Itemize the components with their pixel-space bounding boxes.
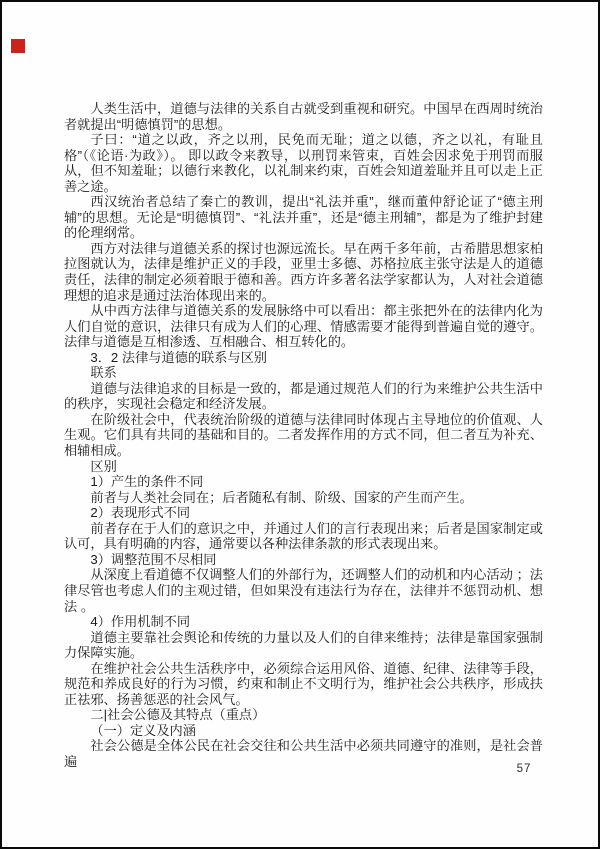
- paragraph: 联系: [90, 365, 117, 381]
- paragraph: 1）产生的条件不同: [90, 474, 204, 490]
- paragraph: 子曰：“道之以政，齐之以刑，民免而无耻；道之以德，齐之以礼，有耻且格”（《论语·为政》）。 即以政令来教导，以刑罚来管束，百姓会因求免于刑罚而服从，但不知羞耻；以德行来教化，以礼制来约束，百姓会知道羞耻并且可以走上正善之途。: [64, 132, 543, 194]
- document-text-block: [64, 101, 543, 770]
- paragraph: 西汉统治者总结了秦亡的教训，提出“礼法并重”，继而董仲舒论证了“德主刑辅”的思想。无论是“明德慎罚”、“礼法并重”，还是“德主刑辅”，都是为了维护封建的伦理纲常。: [64, 194, 543, 241]
- paragraph: 从中西方法律与道德关系的发展脉络中可以看出：都主张把外在的法律内化为人们自觉的意识，法律只有成为人们的心理、情感需要才能得到普遍自觉的遵守。法律与道德是互相渗透、互相融合、相互转化的。: [64, 303, 543, 350]
- paragraph: 西方对法律与道德关系的探讨也源远流长。早在两千多年前，古希腊思想家柏拉图就认为，法律是维护正义的手段，亚里士多德、苏格拉底主张守法是人的道德责任，法律的制定必须着眼于德和善。西方许多著名法学家都认为，人对社会道德理想的追求是通过法治体现出来的。: [64, 240, 543, 303]
- paragraph: 人类生活中，道德与法律的关系自古就受到重视和研究。中国早在西周时统治者就提出“明德慎罚”的思想。: [64, 101, 543, 132]
- page-number: 57: [516, 763, 532, 775]
- paragraph: 社会公德是全体公民在社会交往和公共生活中必须共同遵守的准则，是社会普遍: [64, 738, 543, 769]
- paragraph: 前者与人类社会同在；后者随私有制、阶级、国家的产生而产生。: [90, 489, 473, 505]
- paragraph: 二|社会公德及其特点（重点）: [90, 707, 266, 723]
- paragraph: 在维护社会公共生活秩序中，必须综合运用风俗、道德、纪律、法律等手段，规范和养成良好的行为习惯，约束和制止不文明行为，维护社会公共秩序，形成扶正祛邪、扬善惩恶的社会风气。: [64, 660, 543, 707]
- paragraph: 前者存在于人们的意识之中，并通过人们的言行表现出来；后者是国家制定或认可，具有明确的内容，通常要以各种法律条款的形式表现出来。: [64, 520, 543, 552]
- paragraph: 在阶级社会中，代表统治阶级的道德与法律同时体现占主导地位的价值观、人生观。它们具有共同的基础和目的。二者发挥作用的方式不同，但二者互为补充、相辅相成。: [64, 411, 543, 459]
- paragraph: 道德主要靠社会舆论和传统的力量以及人们的自律来维持；法律是靠国家强制力保障实施。: [64, 629, 543, 661]
- paragraph: 3）调整范围不尽相同: [90, 551, 217, 567]
- paragraph: 从深度上看道德不仅调整人们的外部行为，还调整人们的动机和内心活动 ；法律尽管也考虑人们的主观过错，但如果没有违法行为存在，法律并不惩罚动机、想法 。: [64, 567, 543, 614]
- paragraph: 2）表现形式不同: [90, 505, 191, 521]
- red-square-marker: [11, 39, 25, 53]
- paragraph: （一）定义及内涵: [90, 722, 196, 738]
- paragraph: 4）作用机制不同: [90, 614, 191, 630]
- paragraph: 区别: [90, 458, 117, 474]
- paragraph: 3．2 法律与道德的联系与区别: [90, 349, 267, 365]
- paragraph: 道德与法律追求的目标是一致的，都是通过规范人们的行为来维护公共生活中的秩序，实现社会稳定和经济发展。: [64, 380, 543, 412]
